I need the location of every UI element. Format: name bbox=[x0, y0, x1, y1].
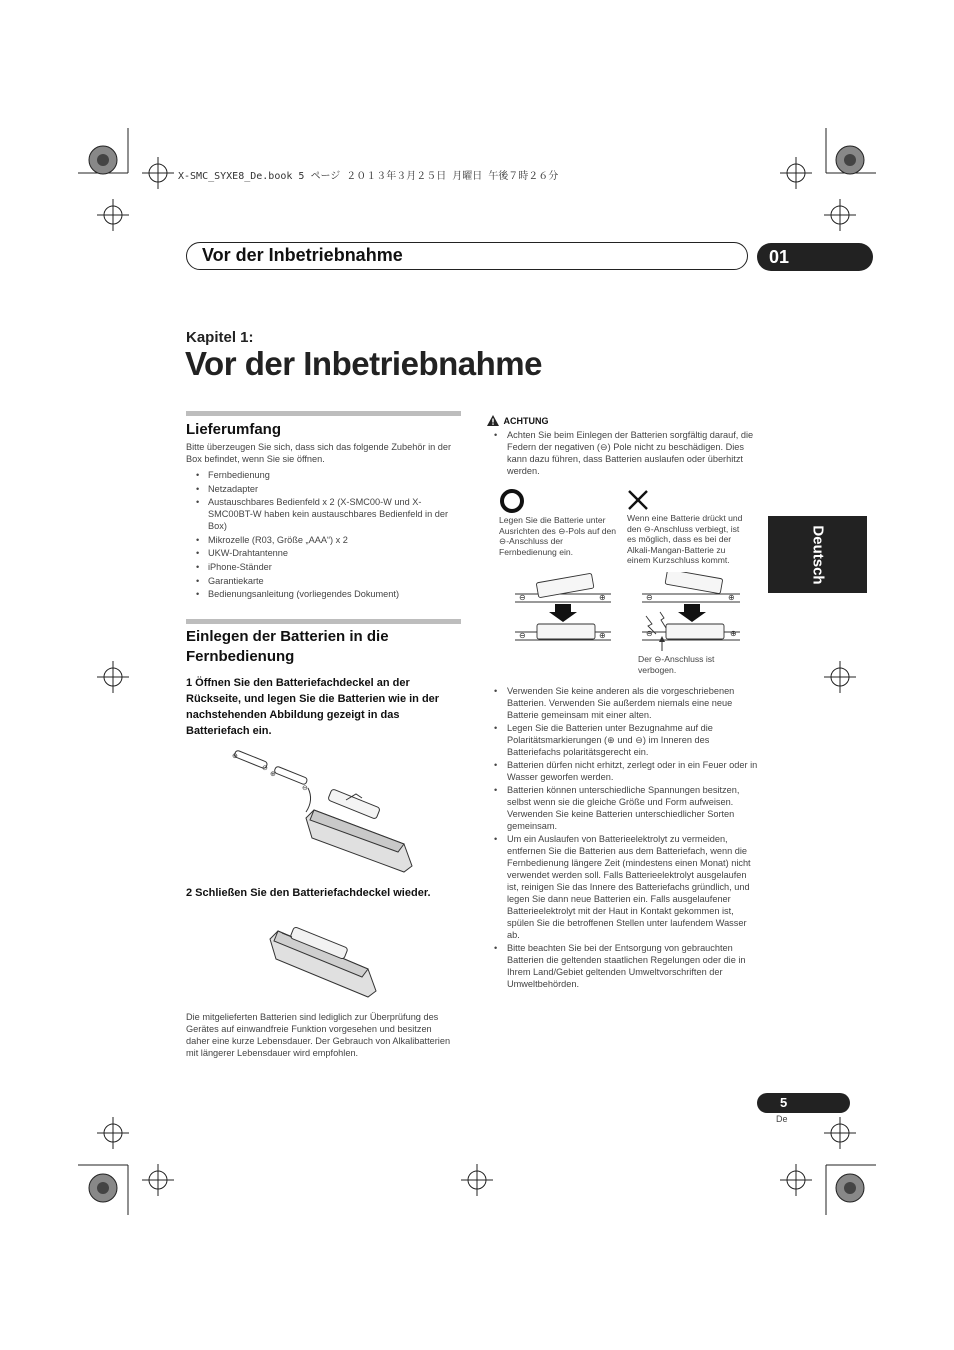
plus-symbol: ⊕ bbox=[728, 593, 735, 602]
lieferumfang-heading: Lieferumfang bbox=[186, 421, 282, 438]
caution-intro-list bbox=[487, 429, 755, 478]
list-item: • Um ein Auslaufen von Batterieelektrolyt zu vermeiden, entfernen Sie die Batterien aus dem Batteriefach, wenn die Fernbedienung längere Zeit (mindestens einen Monat) nicht verwendet werden soll. Falls Batterieelektrolyt ausgelaufen ist, reinigen Sie das Innere des Batteriefachs gründlich, und legen Sie dann neue Batterien ein. Falls ausgelaufener Batterieelektrolyt mit der Haut in Kontakt gekommen ist, spülen Sie die betroffenen Stellen unter laufendem Wasser ab. bbox=[487, 833, 759, 941]
section-rule bbox=[186, 619, 461, 624]
section-rule bbox=[186, 411, 461, 416]
correct-circle-icon bbox=[499, 488, 525, 514]
list-item: • Mikrozelle (R03, Größe „AAA“) x 2 bbox=[186, 534, 462, 546]
list-item: • Legen Sie die Batterien unter Bezugnahme auf die Polaritätsmarkierungen (⊕ und ⊖) im Inneren des Batteriefachs polaritätsgerecht ein. bbox=[487, 722, 759, 758]
list-item: • Garantiekarte bbox=[186, 575, 462, 587]
minus-symbol: ⊖ bbox=[519, 631, 526, 640]
minus-symbol: ⊖ bbox=[646, 593, 653, 602]
list-item: • Netzadapter bbox=[186, 483, 462, 495]
correct-caption: Legen Sie die Batterie unter Ausrichten des ⊖-Pols auf den ⊖-Anschluss der Fernbedienung ein. bbox=[499, 515, 617, 557]
list-item: • Bitte beachten Sie bei der Entsorgung von gebrauchten Batterien die geltenden staatlichen Regelungen oder die in Ihrem Land/Gebiet geltenden Umweltvorschriften der Umweltbehörden. bbox=[487, 942, 759, 990]
page-language-code: De bbox=[776, 1114, 788, 1124]
chapter-label: Kapitel 1: bbox=[186, 329, 254, 346]
wrong-caption: Wenn eine Batterie drückt und den ⊖-Anschluss verbiegt, ist es möglich, dass es bei der Alkali-Mangan-Batterie zu einem Kurzschluss kommt. bbox=[627, 513, 743, 565]
print-info-line: X-SMC_SYXE8_De.book 5 ページ ２０１３年３月２５日 月曜日 午後７時２６分 bbox=[178, 171, 559, 182]
caution-notes-list bbox=[487, 685, 759, 991]
plus-symbol: ⊕ bbox=[270, 771, 276, 778]
correct-insertion-diagram bbox=[513, 572, 613, 646]
remote-open-illustration bbox=[228, 748, 420, 874]
chapter-title: Vor der Inbetriebnahme bbox=[185, 345, 542, 382]
list-item: • Fernbedienung bbox=[186, 469, 462, 481]
chapter-number-badge: 01 bbox=[757, 243, 873, 271]
page-number-badge: 5 bbox=[757, 1093, 850, 1113]
language-tab bbox=[768, 516, 867, 593]
list-item: • UKW-Drahtantenne bbox=[186, 547, 462, 559]
step-2-text: 2 Schließen Sie den Batteriefachdeckel wieder. bbox=[186, 887, 431, 899]
list-item: • Batterien dürfen nicht erhitzt, zerlegt oder in ein Feuer oder in Wasser geworfen werden. bbox=[487, 759, 759, 783]
language-tab-label: Deutsch bbox=[809, 524, 826, 585]
bent-terminal-caption: Der ⊖-Anschluss ist verbogen. bbox=[638, 654, 715, 675]
wrong-insertion-diagram bbox=[640, 572, 744, 652]
caution-label: ACHTUNG bbox=[503, 415, 549, 426]
list-item: • Achten Sie beim Einlegen der Batterien sorgfältig darauf, die Federn der negativen (⊖) Pole nicht zu beschädigen. Dies kann dazu führen, dass Batterien auslaufen oder überhitzt werden. bbox=[487, 429, 755, 477]
plus-symbol: ⊕ bbox=[730, 629, 737, 638]
list-item: • Bedienungsanleitung (vorliegendes Dokument) bbox=[186, 588, 462, 600]
lieferumfang-section bbox=[186, 420, 462, 602]
list-item: • Verwenden Sie keine anderen als die vorgeschriebenen Batterien. Verwenden Sie außerdem niemals eine neue Batterie gemeinsam mit einer alten. bbox=[487, 685, 759, 721]
batteries-heading: Einlegen der Batterien in die Fernbedienung bbox=[186, 628, 389, 665]
plus-symbol: ⊕ bbox=[232, 753, 238, 760]
minus-symbol: ⊖ bbox=[302, 785, 308, 792]
caution-label-row bbox=[487, 412, 548, 430]
list-item: • iPhone-Ständer bbox=[186, 561, 462, 573]
minus-symbol: ⊖ bbox=[262, 765, 268, 772]
lieferumfang-intro: Bitte überzeugen Sie sich, dass sich das folgende Zubehör in der Box befindet, wenn Sie sie öffnen. bbox=[186, 442, 452, 464]
battery-note: Die mitgelieferten Batterien sind lediglich zur Überprüfung des Gerätes auf einwandfreie Funktion vorgesehen und besitzen daher eine kurze Lebensdauer. Der Gebrauch von Alkalibatterien mit längerer Lebensdauer wird empfohlen. bbox=[186, 1012, 451, 1058]
list-item: • Austauschbares Bedienfeld x 2 (X-SMC00-W und X-SMC00BT-W haben kein austauschbares Bedienfeld in der Box) bbox=[186, 496, 462, 532]
contents-list bbox=[186, 469, 462, 600]
wrong-cross-icon bbox=[626, 488, 650, 512]
step-1-text: 1 Öffnen Sie den Batteriefachdeckel an der Rückseite, und legen Sie die Batterien wie in der nachstehenden Abbildung gezeigt in das Batteriefach ein. bbox=[186, 677, 440, 737]
plus-symbol: ⊕ bbox=[599, 593, 606, 602]
warning-icon bbox=[487, 415, 499, 426]
remote-closed-illustration bbox=[268, 925, 380, 999]
list-item: • Batterien können unterschiedliche Spannungen besitzen, selbst wenn sie die gleiche Größe und Form aufweisen. Verwenden Sie keine Batterien unterschiedlicher Sorten gemeinsam. bbox=[487, 784, 759, 832]
header-title: Vor der Inbetriebnahme bbox=[202, 245, 403, 265]
minus-symbol: ⊖ bbox=[646, 629, 653, 638]
minus-symbol: ⊖ bbox=[519, 593, 526, 602]
plus-symbol: ⊕ bbox=[599, 631, 606, 640]
